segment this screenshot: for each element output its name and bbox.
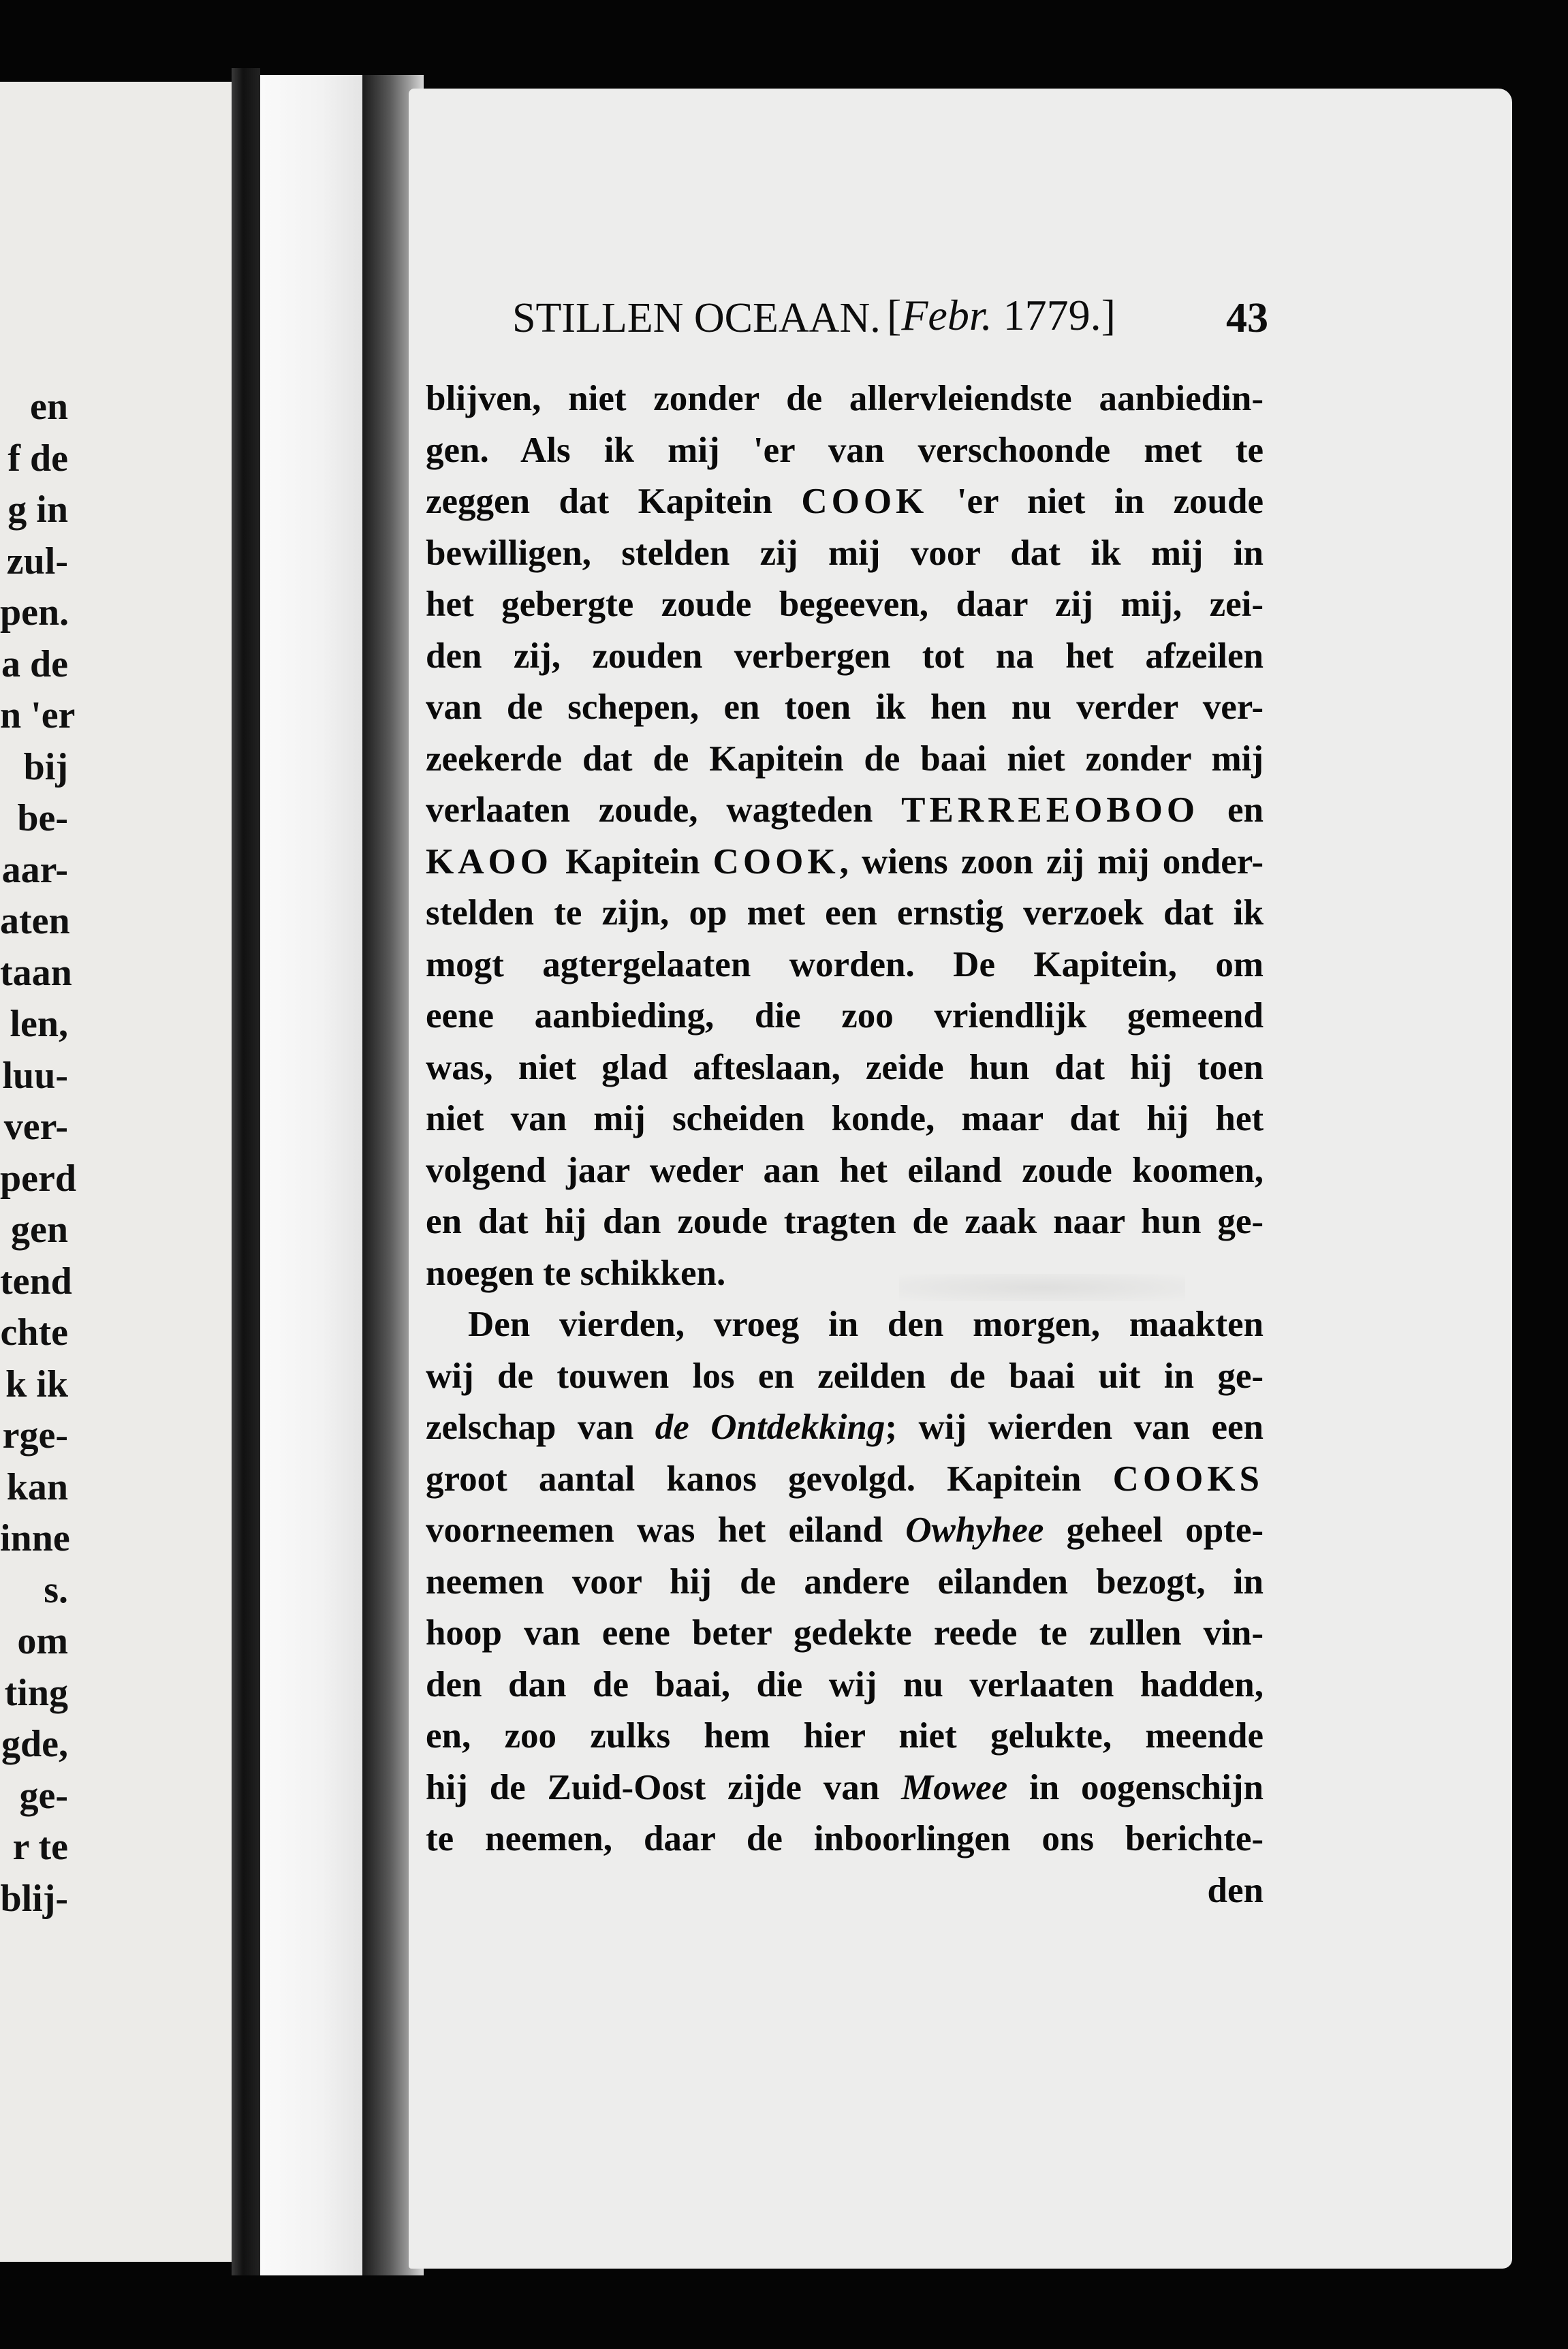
previous-page-line-fragment: aar-: [1, 848, 68, 891]
previous-page-line-fragment: tend: [0, 1260, 72, 1303]
date-bracket: [: [887, 291, 902, 339]
previous-page-line-fragment: r te: [12, 1826, 68, 1868]
previous-page-line-fragment: ver-: [3, 1106, 68, 1148]
previous-page-line-fragment: gde,: [1, 1723, 68, 1765]
previous-page-line-fragment: g in: [7, 488, 68, 531]
text-line: blijven, niet zonder de allervleiendste aanbiedin-: [426, 379, 1264, 418]
previous-page-line-fragment: be-: [17, 797, 68, 839]
previous-page-line-fragment: inne: [0, 1517, 70, 1559]
text-line: den zij, zouden verbergen tot na het afzeilen: [426, 636, 1264, 676]
text-line: gen. Als ik mij 'er van verschoonde met te: [426, 430, 1264, 470]
previous-page-line-fragment: chte: [0, 1311, 68, 1354]
text-line: te neemen, daar de inboorlingen ons berichte-: [426, 1819, 1264, 1858]
running-date: [887, 290, 1116, 341]
text-line: zeekerde dat de Kapitein de baai niet zonder mij: [426, 738, 1264, 779]
place-owhyhee: Owhyhee: [905, 1510, 1044, 1550]
text-line: volgend jaar weder aan het eiland zoude koomen,: [426, 1150, 1264, 1190]
text-line: den dan de baai, die wij nu verlaaten hadden,: [426, 1664, 1264, 1705]
previous-page-line-fragment: ge-: [19, 1774, 68, 1817]
text-line: was, niet glad afteslaan, zeide hun dat hij toen: [426, 1047, 1264, 1087]
previous-page-line-fragment: len,: [10, 1003, 68, 1045]
previous-page-line-fragment: pen.: [0, 591, 69, 634]
text-line: en, zoo zulks hem hier niet gelukte, meende: [426, 1716, 1264, 1756]
previous-page-line-fragment: s.: [44, 1568, 68, 1611]
previous-page-fragment: [0, 82, 232, 2262]
text-line: niet van mij scheiden konde, maar dat hij het: [426, 1099, 1264, 1138]
previous-page-line-fragment: aten: [0, 900, 70, 942]
text-line: zelschap van de Ontdekking; wij wierden van een: [426, 1407, 1264, 1447]
date-year: 1779.]: [1003, 291, 1116, 339]
name-kaoo: KAOO: [426, 841, 552, 882]
text-line: eene aanbieding, die zoo vriendlijk gemeend: [426, 996, 1264, 1036]
previous-page-line-fragment: f de: [7, 437, 68, 480]
name-terreeoboo: TERREEOBOO: [901, 790, 1199, 830]
page-number: 43: [1226, 295, 1268, 341]
running-head: [512, 286, 1268, 354]
text-line: van de schepen, en toen ik hen nu verder ver-: [426, 687, 1264, 727]
name-cooks: COOKS: [1112, 1459, 1264, 1499]
previous-page-line-fragment: k ik: [5, 1363, 68, 1405]
previous-page-line-fragment: ting: [4, 1671, 68, 1714]
previous-page-line-fragment: luu-: [2, 1054, 68, 1097]
previous-page-line-fragment: bij: [23, 745, 68, 788]
gutter-paper-strip: [260, 75, 362, 2275]
text-line: voorneemen was het eiland Owhyhee geheel opte-: [426, 1510, 1264, 1550]
previous-page-line-endings: [0, 382, 76, 1925]
text-line: bewilligen, stelden zij mij voor dat ik mij in: [426, 533, 1264, 573]
text-line: verlaaten zoude, wagteden TERREEOBOO en: [426, 790, 1264, 830]
running-title: STILLEN OCEAAN.: [512, 295, 881, 341]
text-line: mogt agtergelaaten worden. De Kapitein, om: [426, 944, 1264, 984]
date-month: Febr.: [901, 291, 992, 339]
previous-page-line-fragment: a de: [1, 642, 68, 685]
previous-page-line-fragment: blij-: [0, 1877, 68, 1920]
previous-page-line-fragment: n 'er: [0, 694, 76, 736]
previous-page-line-fragment: zul-: [6, 540, 68, 582]
ship-name-ontdekking: de Ontdekking: [655, 1407, 885, 1447]
text-line: groot aantal kanos gevolgd. Kapitein COOKS: [426, 1459, 1264, 1499]
text-line: KAOO Kapitein COOK, wiens zoon zij mij onder-: [426, 841, 1264, 882]
previous-page-line-fragment: taan: [0, 951, 72, 994]
place-mowee: Mowee: [901, 1767, 1008, 1807]
catchword: den: [1207, 1870, 1264, 1910]
text-line: zeggen dat Kapitein COOK 'er niet in zoude: [426, 482, 1264, 521]
paragraph-start-line: Den vierden, vroeg in den morgen, maakten: [468, 1305, 1264, 1344]
text-line: noegen te schikken.: [426, 1253, 726, 1293]
text-line: wij de touwen los en zeilden de baai uit in ge-: [426, 1356, 1264, 1396]
body-text: [426, 373, 1264, 1916]
name-cook: COOK: [801, 482, 928, 521]
previous-page-line-fragment: gen: [11, 1209, 68, 1251]
binding-gutter: [232, 68, 260, 2275]
text-line: het gebergte zoude begeeven, daar zij mij, zei-: [426, 585, 1264, 624]
text-line: en dat hij dan zoude tragten de zaak naar hun ge-: [426, 1202, 1264, 1241]
text-line: stelden te zijn, op met een ernstig verzoek dat ik: [426, 893, 1264, 933]
previous-page-line-fragment: rge-: [2, 1414, 68, 1457]
text-line: neemen voor hij de andere eilanden bezogt, in: [426, 1561, 1264, 1602]
previous-page-line-fragment: en: [30, 386, 68, 428]
previous-page-line-fragment: om: [17, 1620, 68, 1662]
text-line: hij de Zuid-Oost zijde van Mowee in oogenschijn: [426, 1767, 1264, 1807]
previous-page-line-fragment: perd: [0, 1157, 76, 1200]
previous-page-line-fragment: kan: [6, 1465, 68, 1508]
text-line: hoop van eene beter gedekte reede te zullen vin-: [426, 1613, 1264, 1653]
name-cook: COOK: [712, 841, 840, 882]
